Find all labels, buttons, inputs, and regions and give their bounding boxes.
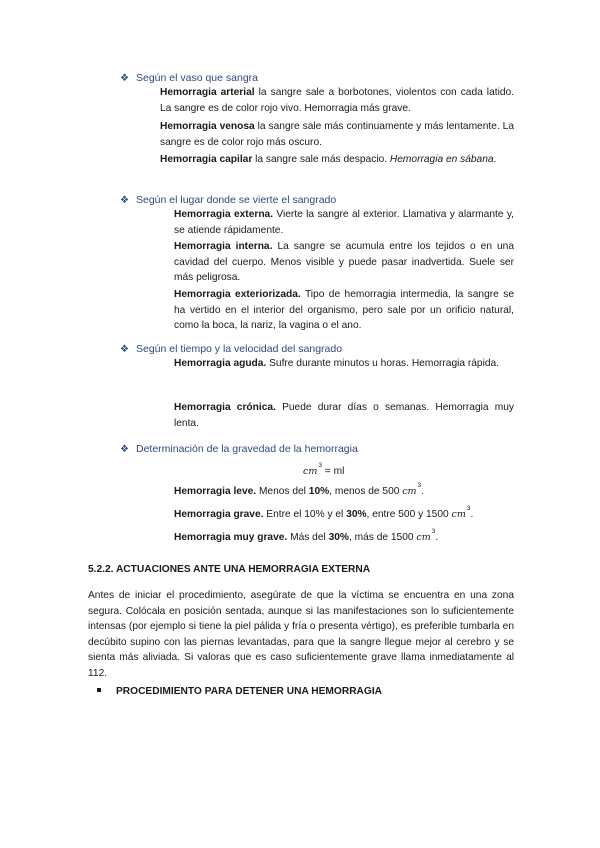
- heading-vaso: ❖ Según el vaso que sangra: [120, 72, 259, 84]
- para-interna: Hemorragia interna. La sangre se acumula entre los tejidos o en una cavidad del cuerpo. Menos visible y puede pasar inadvertida. Suele ser más peligrosa.: [174, 241, 514, 283]
- diamond-bullet-icon: ❖: [120, 195, 129, 206]
- line-grave: Hemorragia grave. Entre el 10% y el 30%, entre 500 y 1500 $cm^3$.: [174, 505, 474, 520]
- heading-tiempo: ❖ Según el tiempo y la velocidad del sangrado: [120, 343, 343, 355]
- para-arterial: Hemorragia arterial la sangre sale a borbotones, violentos con cada latido. La sangre es de color rojo vivo. Hemorragia más grave.: [160, 87, 514, 114]
- line-muy-grave: Hemorragia muy grave. Más del 30%, más de 1500 $cm^3$.: [174, 528, 439, 543]
- procedure-heading: PROCEDIMIENTO PARA DETENER UNA HEMORRAGIA: [97, 686, 382, 697]
- square-bullet-icon: [97, 688, 101, 692]
- diamond-bullet-icon: ❖: [120, 444, 129, 455]
- line-leve: Hemorragia leve. Menos del 10%, menos de 500 $cm^3$.: [174, 482, 425, 497]
- para-cronica: Hemorragia crónica. Puede durar días o semanas. Hemorragia muy lenta.: [174, 402, 514, 429]
- unit-formula: $cm^3$ = ml: [303, 462, 345, 477]
- para-venosa: Hemorragia venosa la sangre sale más continuamente y más lentamente. La sangre es de color rojo más oscuro.: [160, 121, 514, 148]
- para-aguda: Hemorragia aguda. Sufre durante minutos u horas. Hemorragia rápida.: [174, 358, 500, 369]
- heading-gravedad: ❖ Determinación de la gravedad de la hemorragia: [120, 443, 358, 455]
- diamond-bullet-icon: ❖: [120, 73, 129, 84]
- para-capilar: Hemorragia capilar la sangre sale más despacio. Hemorragia en sábana.: [160, 154, 497, 165]
- para-exteriorizada: Hemorragia exteriorizada. Tipo de hemorragia intermedia, la sangre se ha vertido en el interior del organismo, pero sale por un orificio natural, como la boca, la nariz, la vagina o el ano.: [174, 289, 514, 331]
- para-externa: Hemorragia externa. Vierte la sangre al exterior. Llamativa y alarmante y, se atiende rápidamente.: [174, 209, 514, 236]
- section-body: Antes de iniciar el procedimiento, asegúrate de que la víctima se encuentra en una zona segura. Colócala en posición sentada, aunque si las manifestaciones son lo suficientemente intensas (por ejemplo si tiene la piel pálida y fría o presenta vértigo), es preferible tumbarla en decúbito supino con las piernas levantadas, para que la sangre llegue mejor al cerebro y se sienta más aliviada. Si valoras que es caso suficientemente grave llama inmediatamente al 112.: [88, 590, 514, 679]
- section-title: 5.2.2. ACTUACIONES ANTE UNA HEMORRAGIA EXTERNA: [88, 564, 371, 575]
- diamond-bullet-icon: ❖: [120, 344, 129, 355]
- heading-lugar: ❖ Según el lugar donde se vierte el sangrado: [120, 194, 337, 206]
